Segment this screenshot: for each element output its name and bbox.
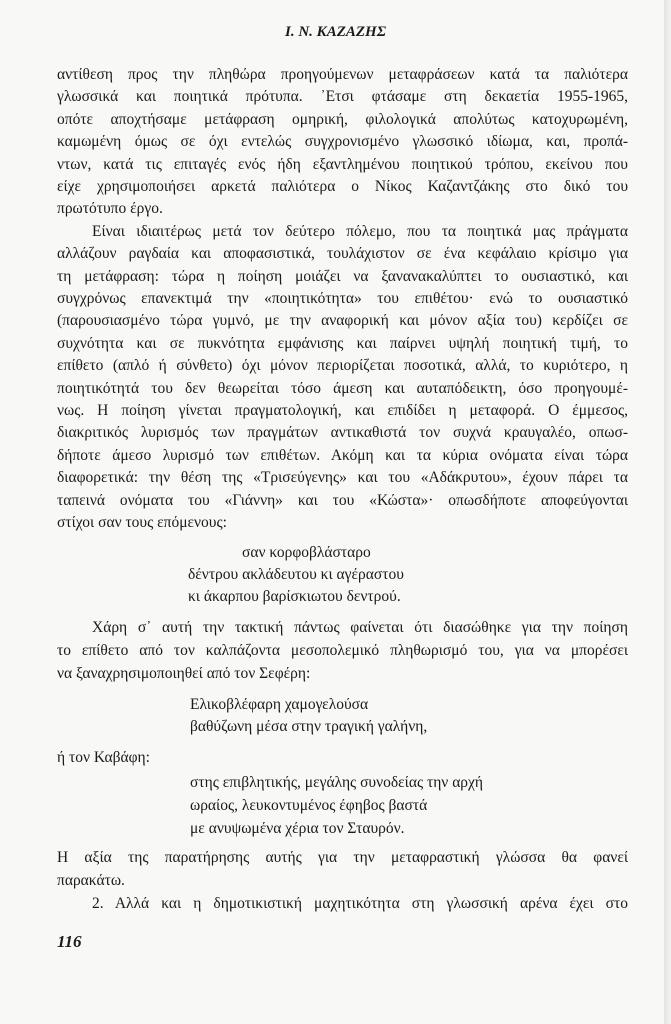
text-line: παρακάτω. <box>57 872 125 889</box>
text-line: γλωσσικά και ποιητικά πρότυπα. ᾽Ετσι φτάσαμε στη δεκαετία 1955-1965, <box>57 88 628 105</box>
verse-line: με ανυψωμένα χέρια τον Σταυρόν. <box>190 820 405 837</box>
text-line: στίχοι σαν τους επόμενους: <box>57 514 227 531</box>
text-line: πρωτότυπο έργο. <box>57 200 163 217</box>
text-line: Χάρη σ᾽ αυτή την τακτική πάντως φαίνεται ότι διασώθηκε για την ποίηση <box>92 619 628 636</box>
text-line: ποιητικότητά του δεν θεωρείται τόσο άμεση και αυταπόδεικτη, όσο προηγουμέ- <box>57 380 628 397</box>
text-line: ταπεινά ονόματα του «Γιάννη» και του «Κώστα»· οπωσδήποτε αποφεύγονται <box>57 492 628 509</box>
text-line: αλλάζουν ραγδαία και αποφασιστικά, τουλάχιστον σε ένα κεφάλαιο κρίσιμο για <box>57 245 628 262</box>
text-line: είχε χρησιμοποιήσει αρκετά παλιότερα ο Νίκος Καζαντζάκης στο δικό του <box>57 178 628 195</box>
verse-line: στης επιβλητικής, μεγάλης συνοδείας την αρχή <box>190 774 484 791</box>
text-line: νως. Η ποίηση γίνεται πραγματολογική, και επιδίδει η μεταφορά. Ο έμμεσος, <box>57 402 628 419</box>
verse-line: κι άκαρπου βαρίσκιωτου δεντρού. <box>188 588 401 605</box>
text-line: συχνότητα και σε πυκνότητα εμφάνισης και παίρνει υψηλή ποιητική τιμή, το <box>57 335 628 352</box>
text-line: (παρουσιασμένο τώρα γυμνό, με την αναφορική και μόνον αξία του) κερδίζει σε <box>57 312 628 329</box>
text-line: καμωμένη όμως σε όχι εντελώς συγχρονισμένο γλωσσικό ιδίωμα, και, προπά- <box>57 133 628 150</box>
verse-line: βαθύζωνη μέσα στην τραγική γαλήνη, <box>190 718 428 735</box>
verse-line: σαν κορφοβλάσταρο <box>242 544 371 561</box>
text-line: επίθετο (απλό ή σύνθετο) όχι μόνον περιορίζεται ποσοτικά, αλλά, το κυριότερο, η <box>57 357 628 374</box>
verse-line: δέντρου ακλάδευτου κι αγέραστου <box>188 566 404 583</box>
text-line: αντίθεση προς την πληθώρα προηγούμενων μεταφράσεων κατά τα παλιότερα <box>57 66 628 83</box>
verse-line: Ελικοβλέφαρη χαμογελούσα <box>190 696 369 713</box>
text-line: διακριτικός λυρισμός των πραγμάτων αντικαθιστά τον συχνά κραυγαλέο, οπωσ- <box>57 424 628 441</box>
text-line: το επίθετο από τον καλπάζοντα μεσοπολεμικό πληθωρισμό του, για να μπορέσει <box>57 642 628 659</box>
text-line: οπότε αποχτήσαμε μετάφραση ομηρική, φιλολογικά απολύτως κατοχυρωμένη, <box>57 111 628 128</box>
verse-line: ωραίος, λευκοντυμένος έφηβος βαστά <box>190 797 428 814</box>
text-line: συγχρόνως επανεκτιμά την «ποιητικότητα» του επιθέτου· ενώ το ουσιαστικό <box>57 290 628 307</box>
text-line: 2. Αλλά και η δημοτικιστική μαχητικότητα στη γλωσσική αρένα έχει στο <box>92 895 628 912</box>
text-line: τη μετάφραση: τώρα η ποίηση μοιάζει να ξανανακαλύπτει το ουσιαστικό, και <box>57 268 628 285</box>
text-line: Είναι ιδιαιτέρως μετά τον δεύτερο πόλεμο, που τα ποιητικά μας πράγματα <box>92 223 628 240</box>
text-line: ντων, κατά τις επιταγές ενός ήδη εξαντλημένου ποιητικού τρόπου, εκείνου που <box>57 156 628 173</box>
text-line: να ξαναχρησιμοποιηθεί από τον Σεφέρη: <box>57 665 311 682</box>
kavafis-intro: ή τον Καβάφη: <box>57 749 150 766</box>
running-header: I. N. ΚΑΖΑΖΗΣ <box>285 24 386 40</box>
page-edge-shadow <box>664 0 671 1024</box>
text-line: δήποτε άμεσο λυρισμό των επιθέτων. Ακόμη και τα κύρια ονόματα είναι τώρα <box>57 447 628 464</box>
text-line: Η αξία της παρατήρησης αυτής για την μεταφραστική γλώσσα θα φανεί <box>57 849 628 866</box>
text-line: διαφορετικά: την θέση της «Τρισεύγενης» και του «Αδάκρυτου», έχουν πάρει τα <box>57 469 628 486</box>
page-number: 116 <box>57 932 82 951</box>
